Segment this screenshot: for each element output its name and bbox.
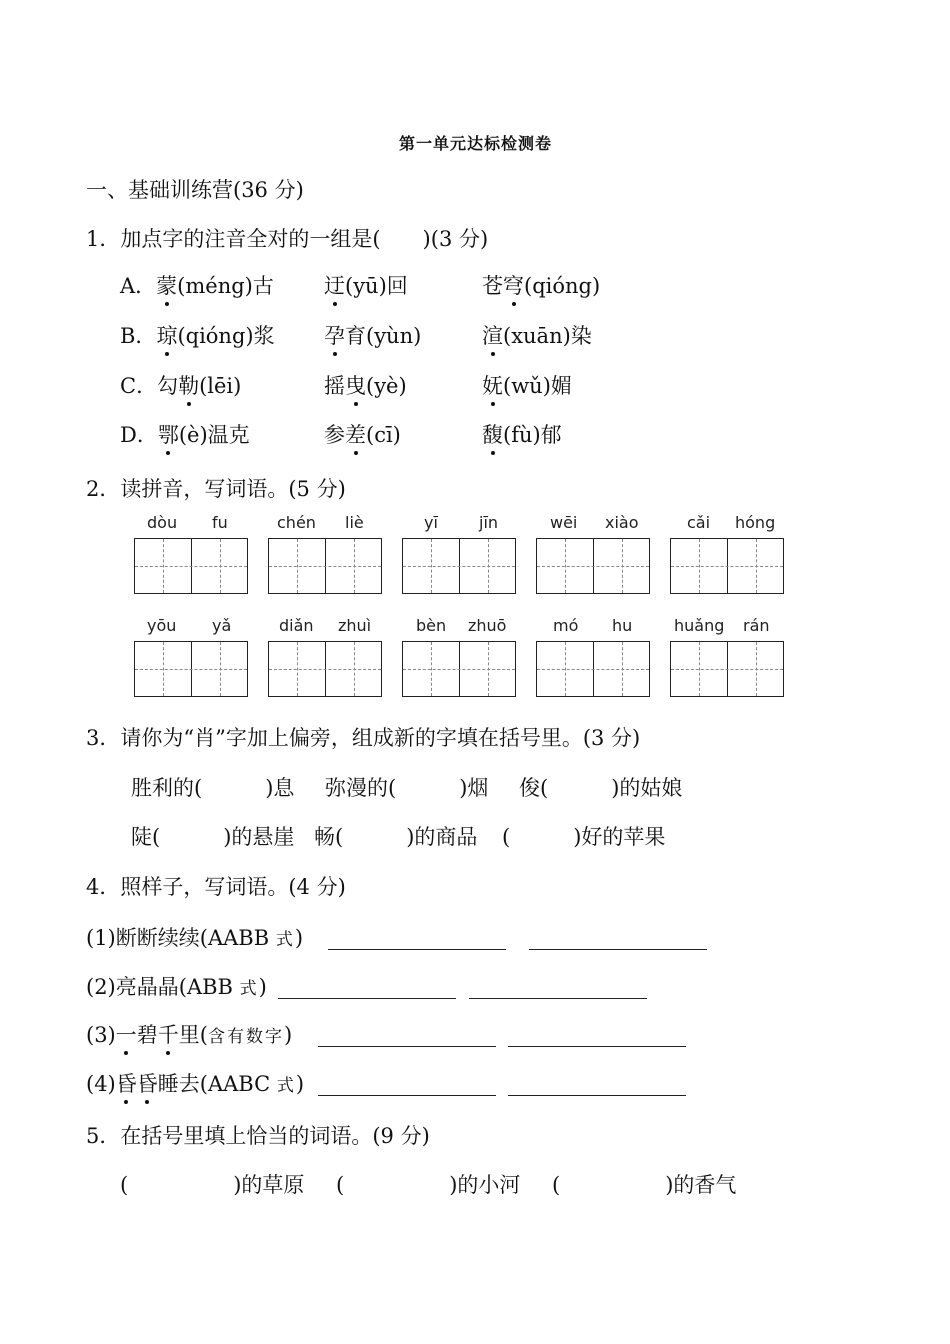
option-c-2 <box>324 376 407 397</box>
option-d-2 <box>324 425 401 446</box>
option-text: (yè) <box>366 374 407 398</box>
example-item-1 <box>86 928 303 949</box>
dotted-char: 鄂 <box>157 423 179 447</box>
option-a <box>120 276 274 297</box>
option-text: (méng)古 <box>177 274 274 298</box>
option-d <box>120 425 250 446</box>
option-b-2 <box>324 326 421 347</box>
dotted-char: 迂 <box>324 274 345 298</box>
writing-grid[interactable] <box>134 538 248 594</box>
pinyin-label: hóng <box>735 513 776 532</box>
fill-blank-phrase: 弥漫的( )烟 <box>325 776 489 800</box>
option-letter: C． <box>120 374 158 398</box>
example-label-end: ) <box>258 975 267 999</box>
writing-grid[interactable] <box>268 641 382 697</box>
question-3-stem: 3．请你为“肖”字加上偏旁，组成新的字填在括号里。(3 分) <box>86 726 641 750</box>
option-d-3 <box>482 425 562 446</box>
writing-grid[interactable] <box>402 641 516 697</box>
option-text: 苍 <box>482 274 503 298</box>
pinyin-label: yōu <box>147 616 177 635</box>
pinyin-label: cǎi <box>687 513 711 532</box>
pinyin-label: huǎng <box>674 616 725 635</box>
pinyin-label: zhuō <box>468 616 507 635</box>
example-item-3 <box>86 1025 292 1046</box>
question-5-stem: 5．在括号里填上恰当的词语。(9 分) <box>86 1124 430 1148</box>
dotted-char: 差 <box>345 423 366 447</box>
option-text: 摇 <box>324 374 345 398</box>
example-item-4 <box>86 1074 304 1095</box>
pinyin-label: fu <box>212 513 228 532</box>
writing-grid[interactable] <box>536 641 650 697</box>
fill-blank-phrase: ( )的香气 <box>552 1173 737 1197</box>
pinyin-label: hu <box>612 616 633 635</box>
dotted-char: 一 <box>115 1023 137 1047</box>
option-text: (yū)回 <box>345 274 408 298</box>
question-4-stem: 4．照样子，写词语。(4 分) <box>86 875 346 899</box>
page-title: 第一单元达标检测卷 <box>399 134 553 153</box>
dotted-char: 昏 <box>136 1072 158 1096</box>
example-label: (4) <box>86 1072 116 1096</box>
dotted-char: 妩 <box>482 374 503 398</box>
option-text: (xuān)染 <box>503 324 592 348</box>
dotted-char: 曳 <box>345 374 366 398</box>
pinyin-label: wēi <box>550 513 578 532</box>
option-text: (qióng)浆 <box>177 324 275 348</box>
option-b-3 <box>482 326 592 347</box>
example-label: (3) <box>86 1023 116 1047</box>
example-note: 式 <box>276 1076 296 1096</box>
dotted-char: 千 <box>157 1023 179 1047</box>
dotted-char: 馥 <box>482 423 503 447</box>
pinyin-label: rán <box>743 616 770 635</box>
dotted-char: 穹 <box>503 274 524 298</box>
fill-blank-phrase: ( )的草原 <box>120 1173 305 1197</box>
answer-line[interactable] <box>328 949 506 950</box>
dotted-char: 孕 <box>324 324 345 348</box>
example-label: (2)亮晶晶(ABB <box>86 975 240 999</box>
pinyin-label: diǎn <box>279 616 314 635</box>
answer-line[interactable] <box>318 1095 496 1096</box>
option-b <box>120 326 275 347</box>
pinyin-label: dòu <box>147 513 178 532</box>
answer-line[interactable] <box>508 1095 686 1096</box>
example-item-2 <box>86 977 267 998</box>
answer-line[interactable] <box>529 949 707 950</box>
option-a-3 <box>482 276 600 297</box>
example-label-end: ) <box>295 1072 305 1096</box>
example-note: 式 <box>239 979 259 999</box>
dotted-char: 昏 <box>115 1072 137 1096</box>
answer-line[interactable] <box>278 998 456 999</box>
option-c <box>120 376 241 397</box>
writing-grid[interactable] <box>268 538 382 594</box>
pinyin-label: yǎ <box>212 616 232 635</box>
example-label: 碧 <box>136 1023 158 1047</box>
example-label: 睡去(AABC <box>157 1072 277 1096</box>
option-text: (qióng) <box>524 274 601 298</box>
answer-line[interactable] <box>508 1046 686 1047</box>
pinyin-label: jīn <box>479 513 499 532</box>
answer-line[interactable] <box>318 1046 496 1047</box>
option-letter: A． <box>120 274 157 298</box>
option-letter: D． <box>120 423 158 447</box>
pinyin-label: chén <box>277 513 316 532</box>
option-text: 勾 <box>157 374 179 398</box>
example-label: 里( <box>178 1023 208 1047</box>
example-label-end: ) <box>294 926 304 950</box>
option-text: (cī) <box>366 423 401 447</box>
pinyin-label: liè <box>345 513 364 532</box>
writing-grid[interactable] <box>536 538 650 594</box>
fill-blank-phrase: ( )好的苹果 <box>502 825 666 849</box>
option-text: (fù)郁 <box>503 423 562 447</box>
dotted-char: 渲 <box>482 324 503 348</box>
option-text: 育(yùn) <box>345 324 422 348</box>
writing-grid[interactable] <box>670 538 784 594</box>
fill-blank-phrase: 畅( )的商品 <box>314 825 478 849</box>
pinyin-label: zhuì <box>338 616 372 635</box>
pinyin-label: bèn <box>416 616 447 635</box>
answer-line[interactable] <box>469 998 647 999</box>
option-text: 参 <box>324 423 345 447</box>
option-letter: B． <box>120 324 157 348</box>
question-2-stem: 2．读拼音，写词语。(5 分) <box>86 477 346 501</box>
section-heading: 一、基础训练营(36 分) <box>86 178 304 202</box>
writing-grid[interactable] <box>670 641 784 697</box>
example-label-end: ) <box>283 1023 293 1047</box>
example-note: 式 <box>275 930 295 950</box>
option-c-3 <box>482 376 572 397</box>
example-label: (1)断断续续(AABB <box>86 926 276 950</box>
option-text: (wǔ)媚 <box>503 374 572 398</box>
option-text: (lēi) <box>199 374 242 398</box>
pinyin-label: xiào <box>605 513 639 532</box>
option-text: (è)温克 <box>178 423 250 447</box>
dotted-char: 勒 <box>178 374 200 398</box>
dotted-char: 蒙 <box>156 274 178 298</box>
question-1-stem: 1．加点字的注音全对的一组是( )(3 分) <box>86 227 489 251</box>
fill-blank-phrase: 陡( )的悬崖 <box>131 825 295 849</box>
fill-blank-phrase: 胜利的( )息 <box>131 776 295 800</box>
fill-blank-phrase: 俊( )的姑娘 <box>519 776 683 800</box>
pinyin-label: yī <box>424 513 438 532</box>
option-a-2 <box>324 276 408 297</box>
example-note: 含有数字 <box>207 1027 284 1047</box>
fill-blank-phrase: ( )的小河 <box>336 1173 521 1197</box>
dotted-char: 琼 <box>156 324 178 348</box>
writing-grid[interactable] <box>402 538 516 594</box>
writing-grid[interactable] <box>134 641 248 697</box>
pinyin-label: mó <box>553 616 579 635</box>
